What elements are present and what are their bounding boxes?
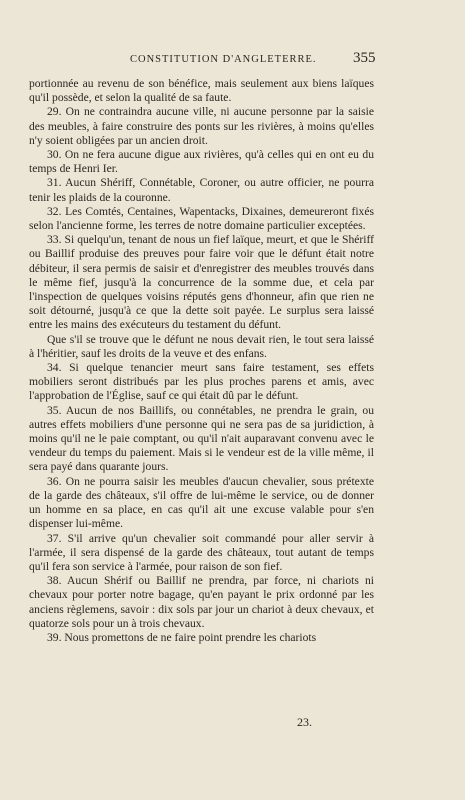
signature-mark: 23. — [297, 715, 312, 729]
article-29: 29. On ne contraindra aucune ville, ni aucune personne par la saisie des meubles, à faire construire des ponts sur les rivières, à moins qu'elles n'y soient obligées par un ancien droit. — [29, 105, 374, 147]
article-31: 31. Aucun Shériff, Connétable, Coroner, ou autre officier, ne pourra tenir les plaids de la couronne. — [29, 176, 374, 204]
article-33: 33. Si quelqu'un, tenant de nous un fief laïque, meurt, et que le Shériff ou Baillif produise des preuves pour faire voir que le défunt était notre débiteur, il sera permis de saisir et d'enregistrer des meubles trouvés dans le même fief, jusqu'à la concurrence de la somme due, et cela par l'inspection de quelques voisins réputés gens d'honneur, afin que rien ne soit détourné, jusqu'à ce que la dette soit payée. Le surplus sera laissé entre les mains des exécuteurs du testament du défunt. — [29, 233, 374, 332]
article-30: 30. On ne fera aucune digue aux rivières, qu'à celles qui en ont eu du temps de Henri Ier. — [29, 148, 374, 176]
paragraph-continuation: portionnée au revenu de son bénéfice, mais seulement aux biens laïques qu'il possède, et selon la qualité de sa faute. — [29, 77, 374, 105]
running-title: CONSTITUTION D'ANGLETERRE. — [130, 54, 317, 65]
article-34: 34. Si quelque tenancier meurt sans faire testament, ses effets mobiliers seront distribués par les plus proches parens et amis, avec l'approbation de l'Église, sauf ce qui était dû par le défunt. — [29, 361, 374, 403]
article-35: 35. Aucun de nos Baillifs, ou connétables, ne prendra le grain, ou autres effets mobiliers d'une personne qui ne sera pas de sa juridiction, à moins qu'il ne le paie comptant, ou qu'il n'ait auparavant convenu avec le vendeur du temps du paiement. Mais si le vendeur est de la ville même, il sera payé dans quarante jours. — [29, 403, 374, 474]
page-number: 355 — [353, 50, 376, 66]
article-39: 39. Nous promettons de ne faire point prendre les chariots — [47, 630, 317, 644]
article-37: 37. S'il arrive qu'un chevalier soit commandé pour aller servir à l'armée, il sera dispensé de la garde des châteaux, tout autant de temps qu'il fera son service à l'armée, pour raison de son fief. — [29, 531, 374, 573]
article-32: 32. Les Comtés, Centaines, Wapentacks, Dixaines, demeureront fixés selon l'ancienne forme, les terres de notre domaine particulier exceptées. — [29, 204, 374, 233]
article-33-continued: Que s'il se trouve que le défunt ne nous devait rien, le tout sera laissé à l'héritier, sauf les droits de la veuve et des enfans. — [29, 332, 374, 360]
article-38: 38. Aucun Shérif ou Baillif ne prendra, par force, ni chariots ni chevaux pour porter notre bagage, qu'en payant le prix ordonné par les anciens règlemens, savoir : dix sols par jour un chariot à deux chevaux, et quatorze sols pour un à trois chevaux. — [29, 574, 374, 630]
page-body — [29, 77, 374, 645]
page-header — [0, 50, 465, 70]
article-36: 36. On ne pourra saisir les meubles d'aucun chevalier, sous prétexte de la garde des châteaux, s'il offre de lui-même le service, ou de donner un homme en sa place, en cas qu'il ait une excuse valable pour s'en dispenser lui-même. — [29, 474, 374, 531]
